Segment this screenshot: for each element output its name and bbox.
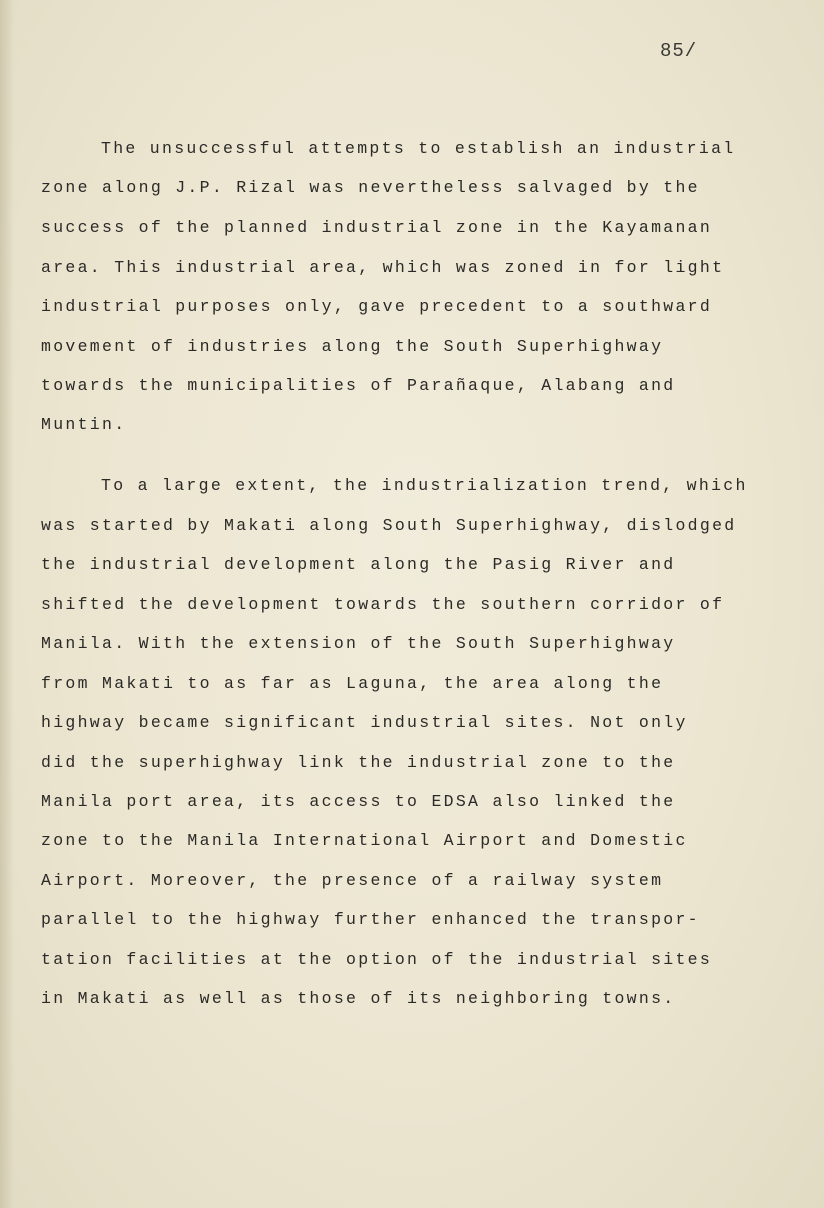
text-line: Manila port area, its access to EDSA also linked the [41,792,676,811]
text-line: success of the planned industrial zone in the Kayamanan [41,218,713,237]
text-line: industrial purposes only, gave precedent to a southward [41,297,713,316]
text-line: movement of industries along the South Superhighway [41,337,664,356]
text-line: highway became significant industrial sites. Not only [41,713,688,732]
text-line: the industrial development along the Pasig River and [41,555,676,574]
text-line: zone along J.P. Rizal was nevertheless salvaged by the [41,178,700,197]
page-edge-shadow [0,0,14,1208]
text-line: The unsuccessful attempts to establish an industrial [101,139,736,158]
text-line: To a large extent, the industrialization trend, which [101,476,748,495]
text-line: shifted the development towards the southern corridor of [41,595,725,614]
text-line: was started by Makati along South Superhighway, dislodged [41,516,737,535]
text-line: did the superhighway link the industrial zone to the [41,753,676,772]
text-line: towards the municipalities of Parañaque, Alabang and [41,376,676,395]
page-number: 85/ [660,40,698,62]
text-line: zone to the Manila International Airport and Domestic [41,831,688,850]
text-line: from Makati to as far as Laguna, the area along the [41,674,664,693]
text-line: area. This industrial area, which was zoned in for light [41,258,725,277]
text-line: Manila. With the extension of the South Superhighway [41,634,676,653]
text-line: parallel to the highway further enhanced the transpor- [41,910,700,929]
text-line: tation facilities at the option of the industrial sites [41,950,713,969]
text-line: in Makati as well as those of its neighboring towns. [41,989,676,1008]
text-line: Airport. Moreover, the presence of a railway system [41,871,664,890]
text-line: Muntin. [41,415,127,434]
